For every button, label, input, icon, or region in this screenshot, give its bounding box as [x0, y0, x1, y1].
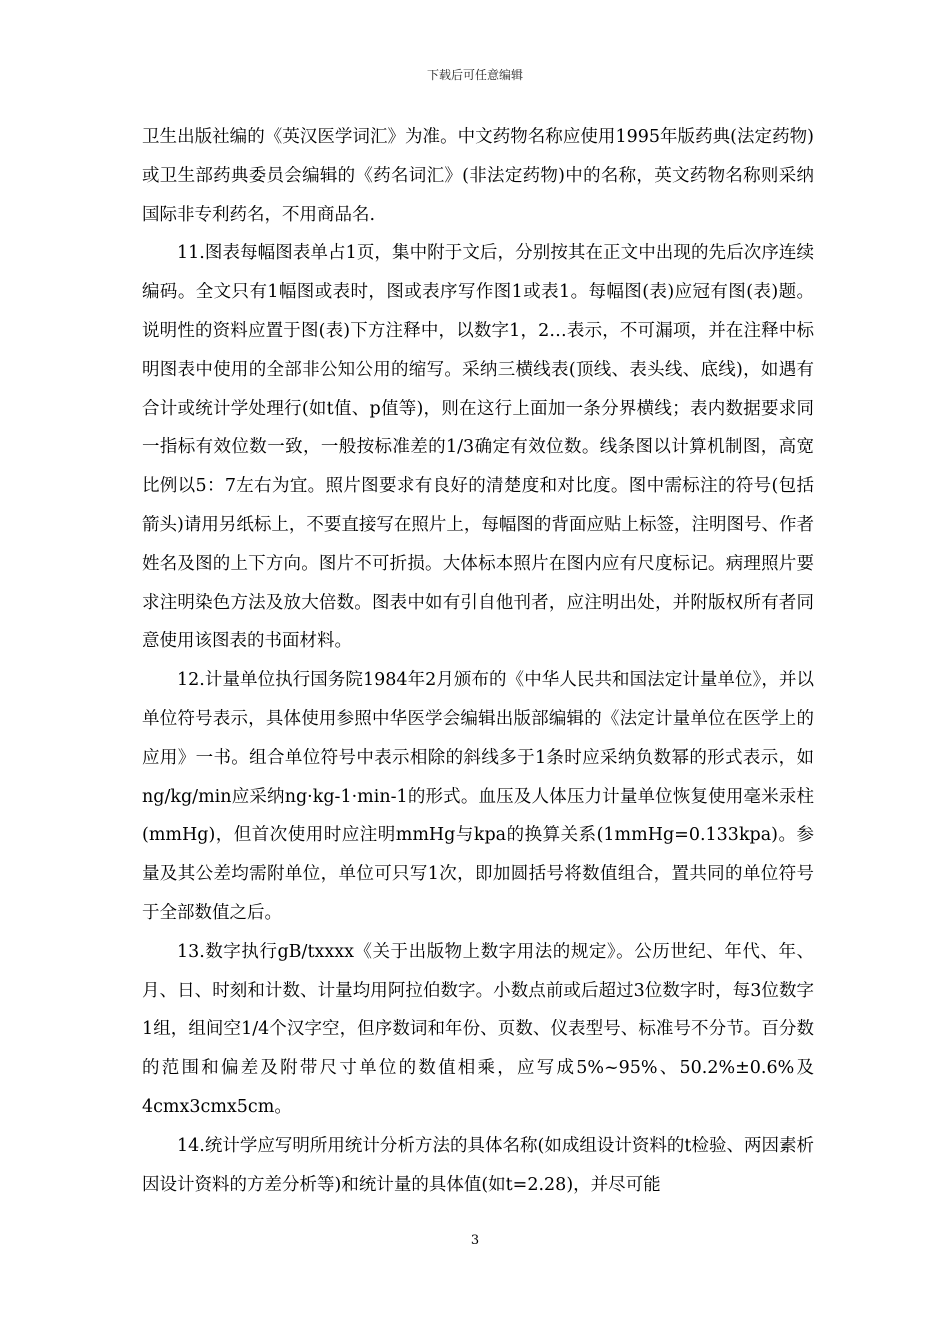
document-body	[142, 118, 814, 1204]
page-number: 3	[470, 1233, 480, 1248]
paragraph-drug-names: 卫生出版社编的《英汉医学词汇》为准。中文药物名称应使用1995年版药典(法定药物)或卫生部药典委员会编辑的《药名词汇》(非法定药物)中的名称，英文药物名称则采纳国际非专利药名，不用商品名.	[142, 127, 814, 225]
page-header: 下载后可任意编辑	[426, 68, 523, 82]
paragraph-13-numbers: 13.数字执行gB/txxxx《关于出版物上数字用法的规定》。公历世纪、年代、年、月、日、时刻和计数、计量均用阿拉伯数字。小数点前或后超过3位数字时，每3位数字1组，组间空1/4个汉字空，但序数词和年份、页数、仪表型号、标准号不分节。百分数的范围和偏差及附带尺寸单位的数值相乘，应写成5%~95%、50.2%±0.6%及4cmx3cmx5cm。	[142, 941, 814, 1117]
paragraph-14-statistics: 14.统计学应写明所用统计分析方法的具体名称(如成组设计资料的t检验、两因素析因设计资料的方差分析等)和统计量的具体值(如t=2.28)，并尽可能	[142, 1135, 814, 1195]
paragraph-12-units: 12.计量单位执行国务院1984年2月颁布的《中华人民共和国法定计量单位》，并以单位符号表示，具体使用参照中华医学会编辑出版部编辑的《法定计量单位在医学上的应用》一书。组合单位符号中表示相除的斜线多于1条时应采纳负数幂的形式表示，如ng/kg/min应采纳ng·kg-1·min-1的形式。血压及人体压力计量单位恢复使用毫米汞柱(mmHg)，但首次使用时应注明mmHg与kpa的换算关系(1mmHg=0.133kpa)。参量及其公差均需附单位，单位可只写1次，即加圆括号将数值组合，置共同的单位符号于全部数值之后。	[142, 670, 814, 923]
paragraph-11-figures-tables: 11.图表每幅图表单占1页，集中附于文后，分别按其在正文中出现的先后次序连续编码。全文只有1幅图或表时，图或表序写作图1或表1。每幅图(表)应冠有图(表)题。说明性的资料应置于图(表)下方注释中，以数字1，2…表示，不可漏项，并在注释中标明图表中使用的全部非公知公用的缩写。采纳三横线表(顶线、表头线、底线)，如遇有合计或统计学处理行(如t值、p值等)，则在这行上面加一条分界横线；表内数据要求同一指标有效位数一致，一般按标准差的1/3确定有效位数。线条图以计算机制图，高宽比例以5：7左右为宜。照片图要求有良好的清楚度和对比度。图中需标注的符号(包括箭头)请用另纸标上，不要直接写在照片上，每幅图的背面应贴上标签，注明图号、作者姓名及图的上下方向。图片不可折损。大体标本照片在图内应有尺度标记。病理照片要求注明染色方法及放大倍数。图表中如有引自他刊者，应注明出处，并附版权所有者同意使用该图表的书面材料。	[142, 243, 814, 652]
